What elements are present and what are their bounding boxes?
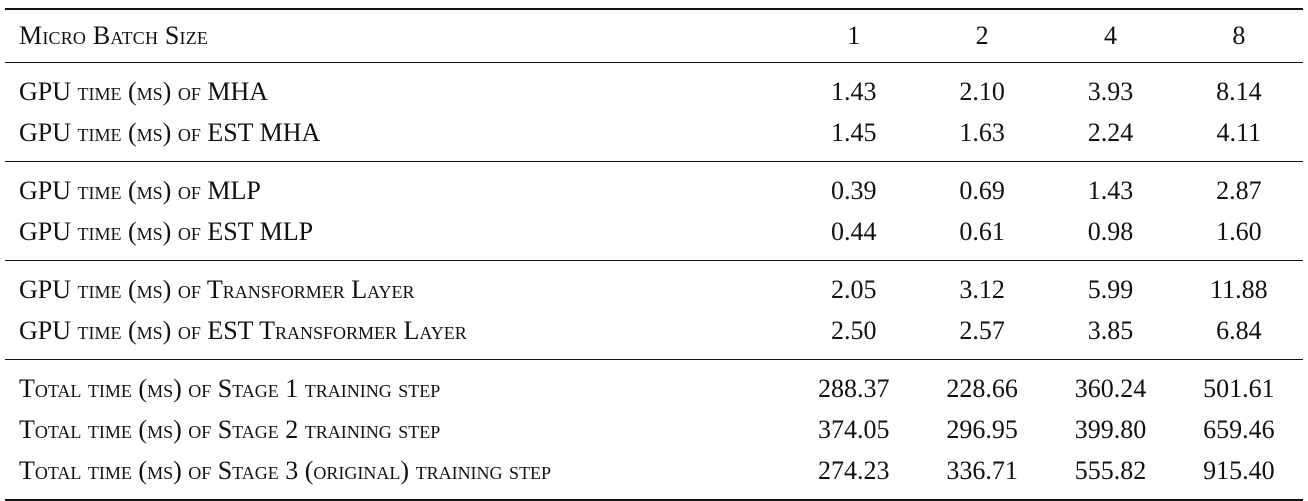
- row-value: 288.37: [790, 360, 918, 410]
- table-row: [5, 63, 1303, 113]
- row-value: 399.80: [1074, 414, 1147, 444]
- row-value: 2.57: [959, 315, 1005, 345]
- row-value: 3.93: [1046, 63, 1174, 113]
- table-row: [5, 450, 1303, 500]
- table-header-row: [5, 9, 1303, 63]
- row-value: 555.82: [1046, 450, 1174, 500]
- row-label: Total time (ms) of Stage 2 training step: [19, 414, 441, 444]
- row-value: 8.14: [1175, 63, 1303, 113]
- row-value: 915.40: [1175, 450, 1303, 500]
- header-col-4: 4: [1046, 9, 1174, 63]
- row-value: 1.45: [831, 117, 877, 147]
- row-value: 6.84: [1216, 315, 1262, 345]
- row-value: 296.95: [946, 414, 1018, 444]
- row-value: 4.11: [1216, 117, 1262, 147]
- row-label: Total time (ms) of Stage 1 training step: [5, 360, 790, 410]
- row-value: 0.44: [831, 216, 877, 246]
- header-col-1: 1: [790, 9, 918, 63]
- row-value: 3.85: [1087, 315, 1134, 345]
- row-value: 1.63: [959, 117, 1005, 147]
- header-label: Micro Batch Size: [5, 9, 790, 63]
- table-row: [5, 162, 1303, 212]
- row-value: 2.50: [831, 315, 877, 345]
- header-col-8: 8: [1175, 9, 1303, 63]
- header-col-2: 2: [918, 9, 1046, 63]
- row-label: GPU time (ms) of EST MHA: [19, 117, 321, 147]
- table-row: [5, 112, 1303, 162]
- table-row: [5, 211, 1303, 261]
- gpu-time-table: [5, 8, 1303, 501]
- row-value: 501.61: [1175, 360, 1303, 410]
- row-value: 0.98: [1087, 216, 1134, 246]
- row-value: 228.66: [918, 360, 1046, 410]
- row-label: GPU time (ms) of EST MLP: [19, 216, 314, 246]
- row-value: 5.99: [1046, 261, 1174, 311]
- row-label: Total time (ms) of Stage 3 (original) training step: [5, 450, 790, 500]
- table-row: [5, 409, 1303, 450]
- table-row: [5, 310, 1303, 360]
- row-value: 2.10: [918, 63, 1046, 113]
- row-value: 659.46: [1203, 414, 1275, 444]
- row-label: GPU time (ms) of MLP: [5, 162, 790, 212]
- row-value: 1.60: [1216, 216, 1262, 246]
- table-row: [5, 360, 1303, 410]
- row-value: 1.43: [1046, 162, 1174, 212]
- row-label: GPU time (ms) of Transformer Layer: [5, 261, 790, 311]
- row-value: 0.39: [790, 162, 918, 212]
- row-value: 1.43: [790, 63, 918, 113]
- row-label: GPU time (ms) of EST Transformer Layer: [19, 315, 467, 345]
- row-value: 274.23: [790, 450, 918, 500]
- row-value: 360.24: [1046, 360, 1174, 410]
- row-value: 3.12: [918, 261, 1046, 311]
- row-label: GPU time (ms) of MHA: [5, 63, 790, 113]
- row-value: 374.05: [818, 414, 890, 444]
- table-row: [5, 261, 1303, 311]
- row-value: 0.69: [918, 162, 1046, 212]
- row-value: 2.05: [790, 261, 918, 311]
- row-value: 2.24: [1087, 117, 1134, 147]
- row-value: 2.87: [1175, 162, 1303, 212]
- row-value: 0.61: [959, 216, 1005, 246]
- row-value: 11.88: [1175, 261, 1303, 311]
- row-value: 336.71: [918, 450, 1046, 500]
